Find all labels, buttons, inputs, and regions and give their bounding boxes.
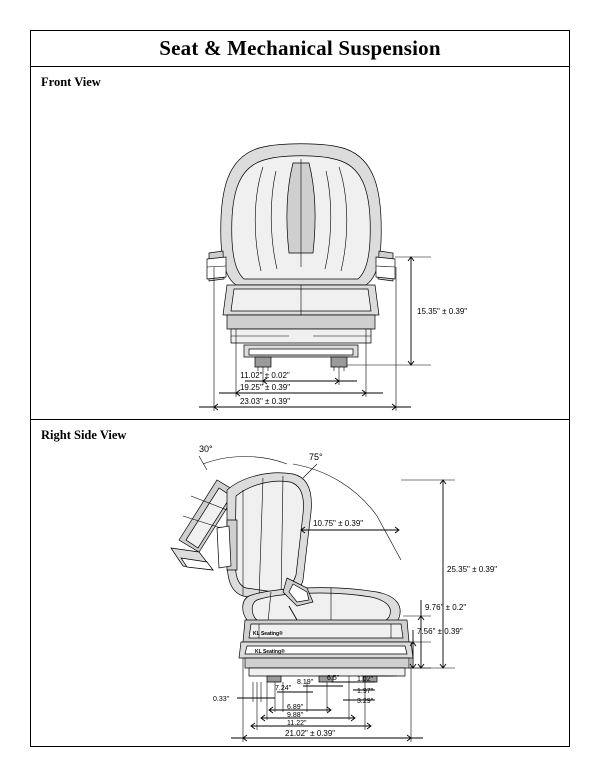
dim-bolt-f: 3.29"	[357, 698, 374, 705]
dim-bolt-d: 1.02"	[357, 676, 374, 683]
dim-base-height: 7.56" ± 0.39"	[417, 627, 463, 636]
dim-base-depth-a: 6.89"	[287, 704, 304, 711]
side-view-drawing	[31, 420, 569, 747]
dim-overall-depth: 21.02" ± 0.39"	[285, 729, 336, 738]
dim-overall-height: 25.35" ± 0.39"	[447, 565, 498, 574]
dim-front-mid-width: 19.25" ± 0.39"	[239, 383, 291, 392]
page-title: Seat & Mechanical Suspension	[159, 36, 441, 60]
dim-seat-depth: 10.75" ± 0.39"	[313, 519, 364, 528]
page-title-bar	[31, 31, 569, 67]
drawing-page	[30, 30, 570, 747]
dim-bolt-e: 1.97"	[357, 688, 374, 695]
dim-base-depth-c: 11.22"	[287, 720, 307, 727]
dim-front-outer-width: 23.03" ± 0.39"	[239, 397, 291, 406]
angle-30: 30°	[199, 444, 213, 454]
side-view-panel	[31, 420, 569, 747]
dim-bolt-c: 6.5"	[327, 675, 340, 682]
front-view-label: Front View	[41, 75, 101, 89]
dim-bolt-b: 8.19"	[297, 679, 314, 686]
dim-base-depth-b: 9.88"	[287, 712, 304, 719]
side-view-label: Right Side View	[41, 428, 127, 442]
front-view-drawing	[31, 67, 569, 419]
angle-75: 75°	[309, 452, 323, 462]
dim-front-inner-width: 11.02" ± 0.02"	[240, 371, 290, 380]
dim-front-height: 15.35" ± 0.39"	[417, 307, 468, 316]
dim-cushion-height: 9.76" ± 0.2"	[425, 603, 467, 612]
dim-bolt-a: 7.24"	[275, 685, 292, 692]
brand-mark-upper: KL Seating®	[253, 631, 283, 637]
dim-slot-offset: 0.33"	[213, 696, 230, 703]
brand-mark-lower: KL Seating®	[255, 649, 285, 655]
front-view-panel	[31, 67, 569, 420]
